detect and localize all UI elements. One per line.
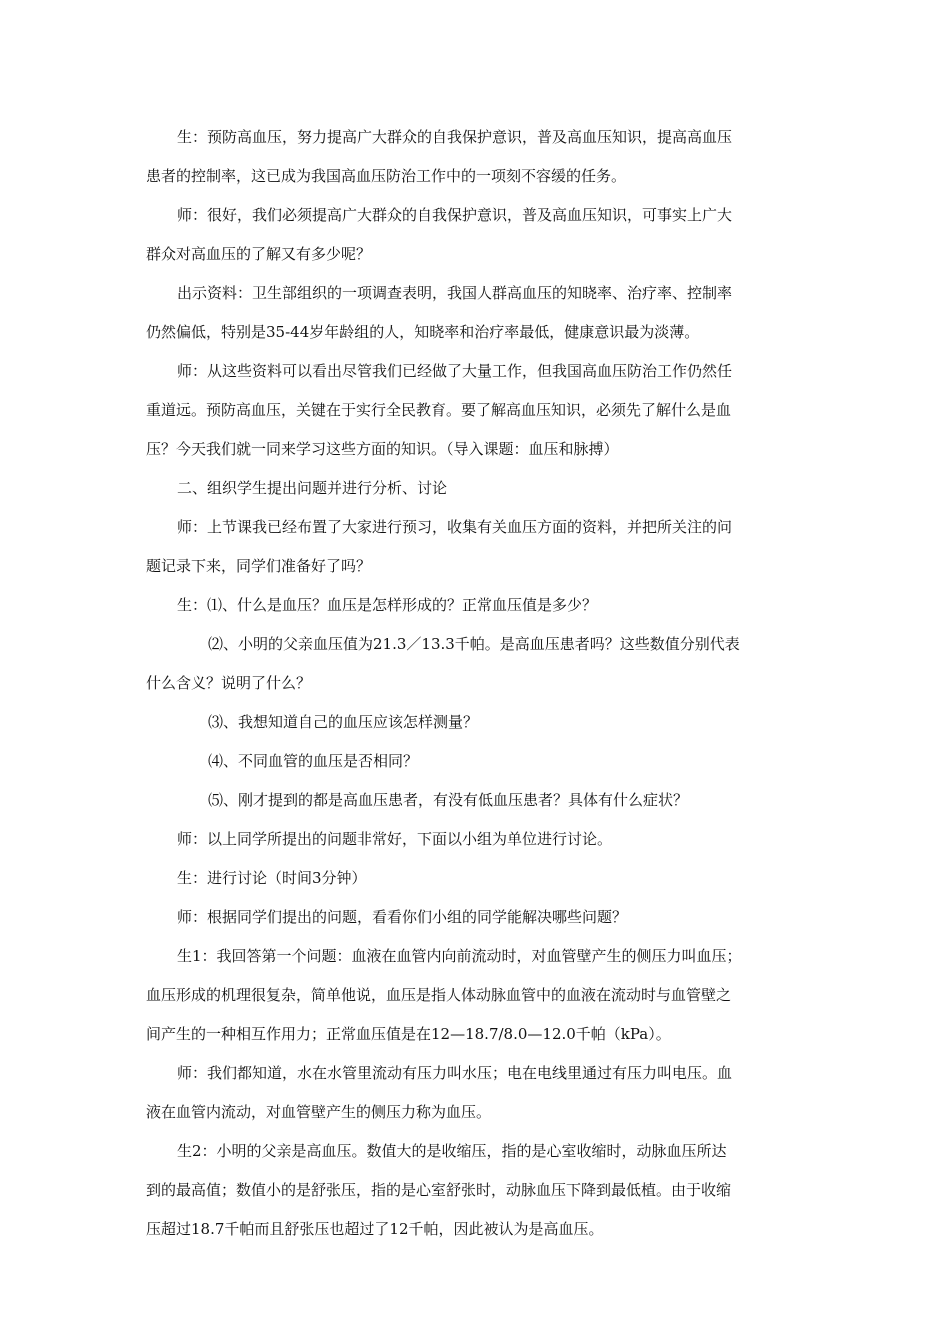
text-line: 重道远。预防高血压，关键在于实行全民教育。要了解高血压知识，必须先了解什么是血 bbox=[146, 401, 732, 419]
text-line: 仍然偏低，特别是35-44岁年龄组的人，知晓率和治疗率最低，健康意识最为淡薄。 bbox=[146, 323, 700, 341]
text-line: 师：上节课我已经布置了大家进行预习，收集有关血压方面的资料，并把所关注的问 bbox=[177, 518, 733, 536]
question-item: ⑷、不同血管的血压是否相同？ bbox=[208, 752, 419, 770]
question-item: ⑵、小明的父亲血压值为21.3／13.3千帕。是高血压患者吗？这些数值分别代表 bbox=[208, 635, 740, 653]
text-line: 生：进行讨论（时间3分钟） bbox=[177, 869, 367, 887]
question-item: ⑸、刚才提到的都是高血压患者，有没有低血压患者？具体有什么症状？ bbox=[208, 791, 689, 809]
text-line: 什么含义？说明了什么？ bbox=[146, 674, 312, 692]
text-line: 生2：小明的父亲是高血压。数值大的是收缩压，指的是心室收缩时，动脉血压所达 bbox=[177, 1142, 727, 1160]
text-line: 患者的控制率，这已成为我国高血压防治工作中的一项刻不容缓的任务。 bbox=[146, 167, 627, 185]
text-line: 师：我们都知道，水在水管里流动有压力叫水压；电在电线里通过有压力叫电压。血 bbox=[177, 1064, 733, 1082]
text-line: 血压形成的机理很复杂，简单他说，血压是指人体动脉血管中的血液在流动时与血管壁之 bbox=[146, 986, 732, 1004]
text-line: 群众对高血压的了解又有多少呢？ bbox=[146, 245, 372, 263]
text-line: 液在血管内流动，对血管壁产生的侧压力称为血压。 bbox=[146, 1103, 492, 1121]
question-item: ⑶、我想知道自己的血压应该怎样测量？ bbox=[208, 713, 479, 731]
text-line: 间产生的一种相互作用力；正常血压值是在12—18.7/8.0—12.0千帕（kPa）。 bbox=[146, 1025, 671, 1043]
text-line: 题记录下来，同学们准备好了吗？ bbox=[146, 557, 372, 575]
section-heading: 二、组织学生提出问题并进行分析、讨论 bbox=[177, 479, 448, 497]
text-line: 到的最高值；数值小的是舒张压，指的是心室舒张时，动脉血压下降到最低植。由于收缩 bbox=[146, 1181, 732, 1199]
text-line: 师：以上同学所提出的问题非常好，下面以小组为单位进行讨论。 bbox=[177, 830, 613, 848]
text-line: 师：根据同学们提出的问题，看看你们小组的同学能解决哪些问题？ bbox=[177, 908, 628, 926]
text-line: 师：从这些资料可以看出尽管我们已经做了大量工作，但我国高血压防治工作仍然任 bbox=[177, 362, 733, 380]
text-line: 出示资料：卫生部组织的一项调查表明，我国人群高血压的知晓率、治疗率、控制率 bbox=[177, 284, 733, 302]
text-line: 压超过18.7千帕而且舒张压也超过了12千帕，因此被认为是高血压。 bbox=[146, 1220, 604, 1238]
text-line: 生1：我回答第一个问题：血液在血管内向前流动时，对血管壁产生的侧压力叫血压； bbox=[177, 947, 742, 965]
text-line: 压？今天我们就一同来学习这些方面的知识。（导入课题：血压和脉搏） bbox=[146, 440, 619, 458]
text-line: 师：很好，我们必须提高广大群众的自我保护意识，普及高血压知识，可事实上广大 bbox=[177, 206, 733, 224]
text-line: 生：预防高血压，努力提高广大群众的自我保护意识，普及高血压知识，提高高血压 bbox=[177, 128, 733, 146]
question-item: 生：⑴、什么是血压？血压是怎样形成的？正常血压值是多少？ bbox=[177, 596, 598, 614]
